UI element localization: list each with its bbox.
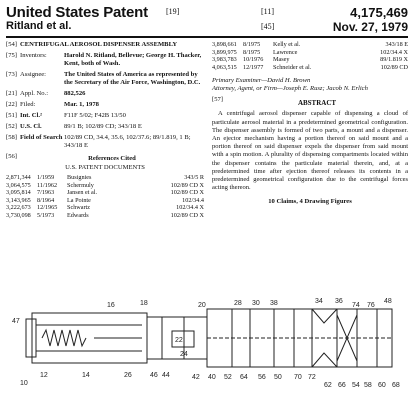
field-label: U.S. Cl. <box>20 123 42 130</box>
patent-ref-class: 102/89 CD X <box>170 211 204 219</box>
patent-title: United States Patent <box>6 4 148 21</box>
patent-ref-name: Edwards <box>67 211 89 219</box>
field-code: [21] <box>6 90 17 97</box>
drawing-label: 10 <box>20 380 28 387</box>
drawing-label: 12 <box>40 372 48 379</box>
patent-reference-row <box>212 41 408 49</box>
drawing-label: 16 <box>107 302 115 309</box>
drawing-label: 36 <box>335 298 343 305</box>
patent-ref-name: Schwartz <box>67 204 91 212</box>
patent-ref-name: Schneider et al. <box>273 63 312 71</box>
patent-ref-number: 3,222,673 <box>6 204 31 212</box>
drawing-label: 46 <box>150 372 158 379</box>
field-us-cl <box>6 123 204 131</box>
drawing-label: 76 <box>367 302 375 309</box>
field-code: [22] <box>6 101 17 108</box>
patent-ref-name: Kelly et al. <box>273 41 301 48</box>
field-code: [73] <box>6 71 17 78</box>
patent-ref-date: 7/1963 <box>37 189 55 197</box>
field-int-cl <box>6 112 204 120</box>
patent-reference-row <box>6 212 204 220</box>
us-cl-value: 89/1 B; 102/89 CD; 343/18 E <box>64 123 142 130</box>
drawing-label: 44 <box>162 372 170 379</box>
field-assignee <box>6 71 204 87</box>
spring <box>42 330 86 346</box>
patent-ref-class: 102/89 CD X <box>170 181 204 189</box>
drawing-label: 58 <box>364 382 372 389</box>
field-label: Filed: <box>20 101 36 108</box>
field-title <box>6 41 204 49</box>
assignee-value: The United States of America as represented by the Secretary of the Air Force, Washington, D.C. <box>64 71 201 86</box>
drawing-label: 34 <box>315 298 323 305</box>
field-code: [56] <box>6 153 17 160</box>
field-inventors <box>6 52 204 68</box>
field-search <box>6 134 204 150</box>
patent-ref-number: 2,871,344 <box>6 174 31 181</box>
bibliographic-column <box>6 41 204 220</box>
claims-summary: 10 Claims, 4 Drawing Figures <box>268 198 352 206</box>
primary-examiner: Primary Examiner—David H. Brown <box>212 77 311 85</box>
patent-reference-row <box>6 174 204 182</box>
field-label: Inventors: <box>20 52 47 59</box>
patent-ref-number: 4,063,515 <box>212 63 237 71</box>
drawing-label: 30 <box>252 300 260 307</box>
patent-date: Nov. 27, 1979 <box>332 20 408 34</box>
patent-ref-number: 3,095,814 <box>6 189 31 197</box>
inventors-value: Harold N. Ritland, Bellevue; George H. Thacker, Kent, both of Wash. <box>64 52 202 67</box>
patent-ref-class: 102/34.4 <box>182 196 204 204</box>
patent-ref-number: 3,730,098 <box>6 211 31 219</box>
patent-ref-class: 102/34.4 X <box>176 204 204 212</box>
int-cl-value: F11F 5/02; F42B 13/50 <box>64 112 126 119</box>
invention-title: CENTRIFUGAL AEROSOL DISPENSER ASSEMBLY <box>20 41 178 48</box>
mount-end-cap <box>26 319 36 357</box>
patent-ref-date: 1/1959 <box>37 174 55 181</box>
patent-ref-class: 343/18 E <box>385 41 408 48</box>
drawing-label: 52 <box>224 374 232 381</box>
drawing-label: 14 <box>82 372 90 379</box>
title-ref-code: [19] <box>166 7 180 16</box>
patent-ref-name: Jansen et al. <box>67 189 98 197</box>
references-right-list <box>212 41 408 71</box>
patent-ref-name: La Pointe <box>67 196 91 204</box>
abstract-heading-row <box>212 96 408 109</box>
drawing-label: 74 <box>352 302 360 309</box>
references-title: References Cited <box>88 155 136 162</box>
patent-ref-name: Busignies <box>67 174 92 181</box>
field-label: Field of Search <box>20 134 63 141</box>
drawing-label: 62 <box>324 382 332 389</box>
date-ref-code: [45] <box>261 22 275 31</box>
patent-drawing <box>12 295 407 395</box>
filed-value: Mar. 1, 1978 <box>64 101 99 108</box>
patent-ref-number: 3,898,661 <box>212 41 237 48</box>
attorney-agent: Attorney, Agent, or Firm—Joseph E. Rusz; Jacob N. Erlich <box>212 85 368 93</box>
drawing-label: 54 <box>352 382 360 389</box>
patent-ref-date: 12/1965 <box>37 204 58 212</box>
patent-header <box>6 4 408 34</box>
references-heading-row <box>6 153 204 164</box>
inventor-short: Ritland et al. <box>6 20 72 32</box>
patent-ref-date: 11/1962 <box>37 181 58 189</box>
field-label: Appl. No.: <box>20 90 49 97</box>
drawing-labels <box>12 298 400 389</box>
drawing-label: 26 <box>124 372 132 379</box>
drawing-label: 68 <box>392 382 400 389</box>
patent-ref-number: 3,899,975 <box>212 48 237 56</box>
appl-no-value: 882,526 <box>64 90 86 97</box>
field-code: [75] <box>6 52 17 59</box>
patent-ref-class: 343/5 R <box>184 174 204 181</box>
drawing-label: 64 <box>240 374 248 381</box>
patent-ref-date: 10/1976 <box>243 56 264 64</box>
patent-ref-name: Lawrence <box>273 48 298 56</box>
drawing-label: 38 <box>270 300 278 307</box>
drawing-svg <box>12 295 407 395</box>
patent-ref-name: Masey <box>273 56 290 64</box>
drawing-label: 40 <box>208 374 216 381</box>
patent-ref-date: 8/1975 <box>243 48 261 56</box>
patent-ref-class: 102/89 CD X <box>170 189 204 197</box>
drawing-label: 56 <box>258 374 266 381</box>
patent-ref-date: 8/1964 <box>37 196 55 204</box>
patent-reference-row <box>212 64 408 72</box>
drawing-label: 66 <box>338 382 346 389</box>
field-appl-no <box>6 90 204 98</box>
drawing-label: 70 <box>294 374 302 381</box>
patent-reference-row <box>6 182 204 190</box>
drawing-label: 60 <box>378 382 386 389</box>
abstract-title: ABSTRACT <box>297 99 337 108</box>
patent-reference-row <box>6 189 204 197</box>
drawing-label: 47 <box>12 318 20 325</box>
drawing-label: 22 <box>175 337 183 344</box>
search-value: 102/89 CD, 34.4, 35.6, 102/37.6; 89/1.819, 1 B; 343/18 E <box>64 134 191 149</box>
patent-ref-date: 5/1973 <box>37 211 55 219</box>
patent-reference-row <box>6 204 204 212</box>
patent-ref-name: Schermuly <box>67 181 94 189</box>
drawing-label: 28 <box>234 300 242 307</box>
references-subtitle: U.S. PATENT DOCUMENTS <box>65 164 145 171</box>
field-code: [58] <box>6 134 17 141</box>
patent-ref-class: 89/1.819 X <box>380 56 408 64</box>
patent-ref-class: 102/34.4 X <box>380 48 408 56</box>
drawing-label: 48 <box>384 298 392 305</box>
patent-ref-number: 3,064,575 <box>6 181 31 189</box>
field-code: [57] <box>212 96 223 104</box>
patent-ref-class: 102/89 CD <box>380 63 408 71</box>
drawing-label: 20 <box>198 302 206 309</box>
patent-ref-number: 3,143,965 <box>6 196 31 204</box>
patent-reference-row <box>6 197 204 205</box>
patent-reference-row <box>212 49 408 57</box>
drawing-label: 72 <box>308 374 316 381</box>
references-left-list <box>6 174 204 220</box>
right-column <box>212 41 408 206</box>
patent-number-ref: [11] <box>261 7 275 16</box>
abstract-text: A centrifugal aerosol dispenser capable of dispensing a cloud of particulate aerosol material in a predetermined geometrical configuration. The dispenser assembly is formed of two parts, a mount and a dispenser. An ejector mechanism having a portion thereof on said mount and a portion thereof on said dispenser expels the dispenser from said mount with a spin motion. A plurality of dispensing compartments located within the dispenser contains the particulate material therein, and, at a predetermined time after ejection thereof releases its contents in a predetermined geometrical configuration due to the centrifugal forces acting thereon. <box>212 110 408 192</box>
drawing-label: 24 <box>180 351 188 358</box>
header-rule <box>6 36 408 38</box>
field-label: Assignee: <box>20 71 47 78</box>
field-code: [51] <box>6 112 17 119</box>
field-filed <box>6 101 204 109</box>
patent-ref-number: 3,983,783 <box>212 56 237 64</box>
drawing-label: 50 <box>274 374 282 381</box>
patent-number: 4,175,469 <box>350 5 408 20</box>
patent-reference-row <box>212 56 408 64</box>
field-code: [52] <box>6 123 17 130</box>
patent-ref-date: 12/1977 <box>243 63 264 71</box>
field-label: Int. Cl.² <box>20 112 42 119</box>
drawing-label: 42 <box>192 374 200 381</box>
drawing-label: 18 <box>140 300 148 307</box>
field-code: [54] <box>6 41 17 48</box>
patent-ref-date: 8/1975 <box>243 41 261 48</box>
